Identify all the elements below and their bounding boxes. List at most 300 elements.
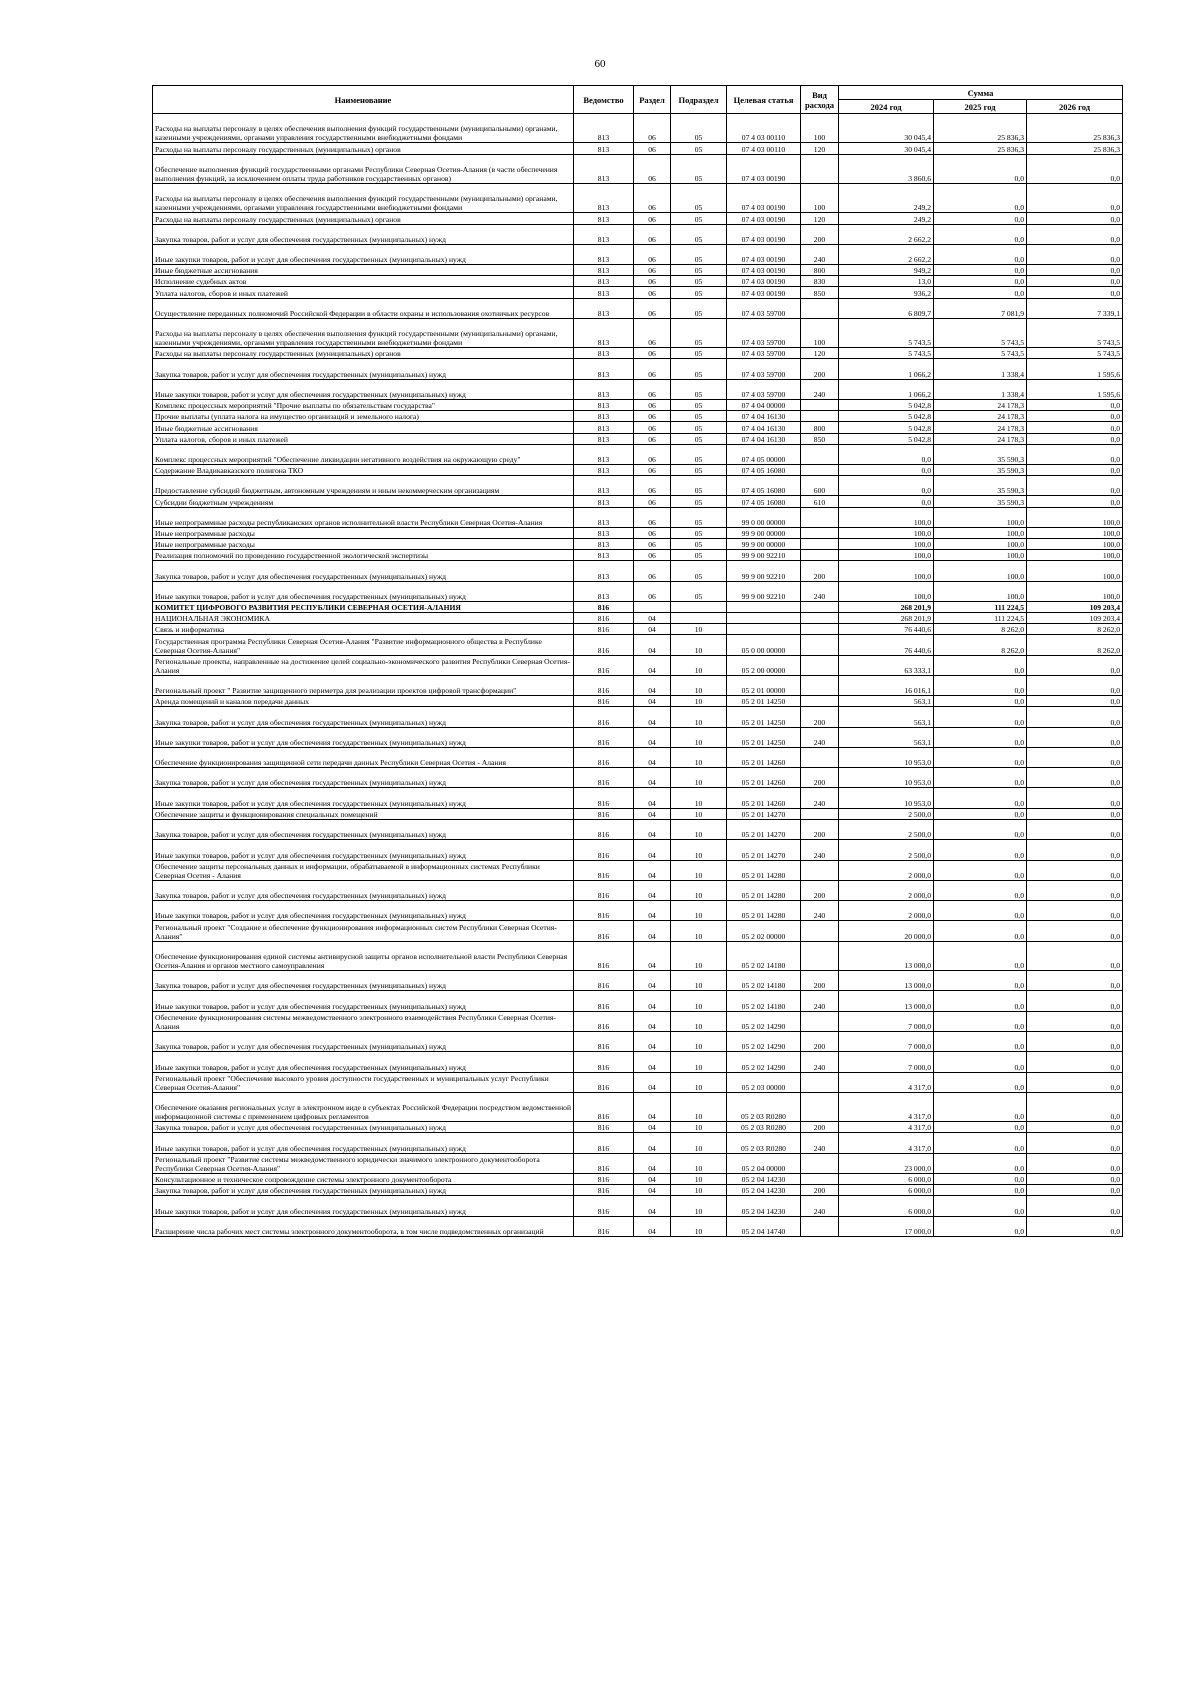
table-cell-sum-2026: 0,0 xyxy=(1027,433,1123,444)
table-cell-sum-2026: 0,0 xyxy=(1027,840,1123,860)
table-row xyxy=(153,747,1123,767)
table-cell-vedomstvo: 813 xyxy=(574,411,634,422)
table-cell-sum-2026: 100,0 xyxy=(1027,507,1123,527)
table-cell-vedomstvo: 813 xyxy=(574,444,634,464)
table-cell-name: Иные закупки товаров, работ и услуг для обеспечения государственных (муниципальных) нужд xyxy=(153,1052,574,1072)
table-cell-sum-2026: 7 339,1 xyxy=(1027,298,1123,318)
table-cell-expense-type xyxy=(801,635,839,655)
table-cell-sum-2024: 2 662,2 xyxy=(839,224,934,244)
table-cell-target-article: 07 4 03 00190 xyxy=(727,154,801,183)
table-cell-sum-2025: 111 224,5 xyxy=(934,612,1027,623)
table-cell-vedomstvo: 816 xyxy=(574,768,634,788)
table-cell-name: Иные закупки товаров, работ и услуг для обеспечения государственных (муниципальных) нужд xyxy=(153,727,574,747)
header-podrazdel: Подраздел xyxy=(671,86,727,114)
table-cell-target-article: 05 2 01 14260 xyxy=(727,788,801,808)
table-cell-target-article: 05 2 02 14180 xyxy=(727,991,801,1011)
table-cell-expense-type: 240 xyxy=(801,244,839,264)
table-cell-sum-2024: 3 860,6 xyxy=(839,154,934,183)
table-cell-podrazdel: 10 xyxy=(671,635,727,655)
table-cell-razdel: 04 xyxy=(634,655,671,675)
table-cell-sum-2025: 0,0 xyxy=(934,901,1027,921)
table-cell-sum-2024: 2 000,0 xyxy=(839,860,934,880)
table-row xyxy=(153,400,1123,411)
table-cell-razdel: 04 xyxy=(634,624,671,635)
table-cell-podrazdel: 10 xyxy=(671,880,727,900)
table-cell-sum-2026: 0,0 xyxy=(1027,707,1123,727)
table-cell-sum-2025: 100,0 xyxy=(934,550,1027,561)
table-row xyxy=(153,1216,1123,1236)
table-cell-target-article: 05 2 04 00000 xyxy=(727,1153,801,1173)
table-cell-razdel: 06 xyxy=(634,444,671,464)
table-row xyxy=(153,675,1123,695)
table-cell-razdel: 04 xyxy=(634,819,671,839)
table-cell-target-article: 07 4 04 00000 xyxy=(727,400,801,411)
table-row xyxy=(153,507,1123,527)
table-cell-target-article: 05 2 02 14180 xyxy=(727,941,801,970)
table-cell-sum-2026: 0,0 xyxy=(1027,880,1123,900)
table-cell-name: Иные непрограммные расходы xyxy=(153,538,574,549)
table-cell-vedomstvo: 816 xyxy=(574,1092,634,1121)
table-cell-sum-2026: 5 743,5 xyxy=(1027,348,1123,359)
table-cell-sum-2025: 35 590,3 xyxy=(934,496,1027,507)
table-row xyxy=(153,1052,1123,1072)
table-cell-razdel: 04 xyxy=(634,707,671,727)
table-cell-expense-type xyxy=(801,1153,839,1173)
table-row xyxy=(153,1122,1123,1133)
table-row xyxy=(153,901,1123,921)
table-cell-expense-type xyxy=(801,808,839,819)
table-cell-sum-2025: 0,0 xyxy=(934,244,1027,264)
header-name: Наименование xyxy=(153,86,574,114)
table-row xyxy=(153,276,1123,287)
table-cell-name: Исполнение судебных актов xyxy=(153,276,574,287)
table-cell-expense-type: 200 xyxy=(801,561,839,581)
table-cell-expense-type: 200 xyxy=(801,971,839,991)
table-cell-razdel: 06 xyxy=(634,561,671,581)
table-cell-sum-2024: 268 201,9 xyxy=(839,601,934,612)
table-cell-target-article: 99 9 00 92210 xyxy=(727,581,801,601)
table-cell-sum-2024: 5 042,8 xyxy=(839,400,934,411)
header-sum: Сумма xyxy=(839,86,1123,100)
table-cell-sum-2024: 30 045,4 xyxy=(839,143,934,154)
table-cell-podrazdel: 05 xyxy=(671,143,727,154)
table-cell-sum-2026: 0,0 xyxy=(1027,444,1123,464)
table-cell-sum-2024: 10 953,0 xyxy=(839,747,934,767)
table-cell-name: Иные закупки товаров, работ и услуг для обеспечения государственных (муниципальных) нужд xyxy=(153,788,574,808)
table-cell-target-article: 05 2 01 14260 xyxy=(727,768,801,788)
table-cell-sum-2024: 563,1 xyxy=(839,696,934,707)
table-cell-name: Расходы на выплаты персоналу в целях обеспечения выполнения функций государственными (муниципальными) органами, казенными учреждениями, органами управления государственными внебюджетными фондами xyxy=(153,114,574,143)
table-cell-target-article: 07 4 05 16080 xyxy=(727,476,801,496)
table-cell-podrazdel: 10 xyxy=(671,901,727,921)
table-cell-sum-2024: 7 000,0 xyxy=(839,1032,934,1052)
table-cell-sum-2024: 5 042,8 xyxy=(839,411,934,422)
table-cell-razdel: 06 xyxy=(634,244,671,264)
table-cell-target-article: 07 4 03 00110 xyxy=(727,114,801,143)
table-cell-sum-2026: 1 595,6 xyxy=(1027,379,1123,399)
table-cell-sum-2026: 100,0 xyxy=(1027,550,1123,561)
table-cell-target-article: 99 9 00 92210 xyxy=(727,561,801,581)
table-cell-sum-2026: 0,0 xyxy=(1027,971,1123,991)
table-cell-podrazdel: 10 xyxy=(671,1216,727,1236)
table-cell-podrazdel: 05 xyxy=(671,265,727,276)
table-cell-name: Обеспечение оказания региональных услуг в электронном виде в субъектах Российской Федерации посредством ведомственной информационной системы с применением цифровых регламентов xyxy=(153,1092,574,1121)
table-cell-expense-type: 850 xyxy=(801,287,839,298)
table-cell-sum-2026: 0,0 xyxy=(1027,696,1123,707)
table-cell-razdel: 04 xyxy=(634,971,671,991)
table-cell-podrazdel: 10 xyxy=(671,1092,727,1121)
table-cell-podrazdel: 05 xyxy=(671,561,727,581)
table-cell-target-article: 07 4 03 00190 xyxy=(727,184,801,213)
table-row xyxy=(153,184,1123,213)
table-cell-podrazdel: 05 xyxy=(671,476,727,496)
table-cell-sum-2026: 100,0 xyxy=(1027,561,1123,581)
table-cell-sum-2026: 0,0 xyxy=(1027,768,1123,788)
table-cell-vedomstvo: 813 xyxy=(574,244,634,264)
table-cell-sum-2025: 0,0 xyxy=(934,808,1027,819)
table-cell-razdel: 06 xyxy=(634,143,671,154)
table-cell-name: Обеспечение функционирования системы межведомственного электронного взаимодействия Республики Северная Осетия-Алания xyxy=(153,1011,574,1031)
table-cell-podrazdel: 10 xyxy=(671,941,727,970)
table-cell-podrazdel: 10 xyxy=(671,655,727,675)
table-cell-razdel: 04 xyxy=(634,880,671,900)
table-cell-podrazdel: 10 xyxy=(671,696,727,707)
table-cell-razdel: 06 xyxy=(634,400,671,411)
table-cell-sum-2024: 6 000,0 xyxy=(839,1185,934,1196)
table-cell-sum-2026: 0,0 xyxy=(1027,1011,1123,1031)
table-cell-sum-2025: 0,0 xyxy=(934,276,1027,287)
table-cell-name: Закупка товаров, работ и услуг для обеспечения государственных (муниципальных) нужд xyxy=(153,819,574,839)
table-cell-razdel: 04 xyxy=(634,901,671,921)
table-cell-name: Иные закупки товаров, работ и услуг для обеспечения государственных (муниципальных) нужд xyxy=(153,1133,574,1153)
table-cell-razdel: 06 xyxy=(634,507,671,527)
table-cell-expense-type: 240 xyxy=(801,727,839,747)
table-cell-name: Расходы на выплаты персоналу государственных (муниципальных) органов xyxy=(153,348,574,359)
table-cell-vedomstvo: 813 xyxy=(574,276,634,287)
table-cell-target-article: 07 4 04 16130 xyxy=(727,411,801,422)
table-cell-expense-type: 240 xyxy=(801,1052,839,1072)
table-cell-sum-2025: 8 262,0 xyxy=(934,635,1027,655)
table-cell-sum-2026: 0,0 xyxy=(1027,1032,1123,1052)
table-cell-sum-2025: 24 178,3 xyxy=(934,422,1027,433)
table-cell-expense-type xyxy=(801,624,839,635)
table-cell-expense-type: 830 xyxy=(801,276,839,287)
table-cell-target-article: 05 2 00 00000 xyxy=(727,655,801,675)
table-cell-expense-type xyxy=(801,444,839,464)
table-cell-expense-type xyxy=(801,1011,839,1031)
table-cell-expense-type: 240 xyxy=(801,991,839,1011)
table-cell-sum-2024: 76 440,6 xyxy=(839,635,934,655)
table-cell-sum-2025: 0,0 xyxy=(934,1072,1027,1092)
table-cell-name: Консультационное и техническое сопровождение системы электронного документооборота xyxy=(153,1174,574,1185)
table-cell-sum-2024: 100,0 xyxy=(839,550,934,561)
table-cell-sum-2025: 0,0 xyxy=(934,921,1027,941)
table-cell-razdel: 06 xyxy=(634,464,671,475)
table-cell-name: Иные бюджетные ассигнования xyxy=(153,265,574,276)
table-cell-podrazdel: 05 xyxy=(671,224,727,244)
table-cell-sum-2026: 0,0 xyxy=(1027,184,1123,213)
table-cell-target-article: 05 2 02 14290 xyxy=(727,1011,801,1031)
table-cell-sum-2026: 0,0 xyxy=(1027,819,1123,839)
table-cell-name: Обеспечение защиты персональных данных и информации, обрабатываемой в информационных системах Республики Северная Осетия - Алания xyxy=(153,860,574,880)
table-cell-razdel: 06 xyxy=(634,411,671,422)
table-cell-expense-type: 240 xyxy=(801,901,839,921)
table-cell-sum-2024: 10 953,0 xyxy=(839,768,934,788)
table-cell-vedomstvo: 816 xyxy=(574,819,634,839)
table-cell-target-article: 07 4 03 00190 xyxy=(727,265,801,276)
table-cell-razdel: 04 xyxy=(634,1133,671,1153)
table-cell-name: Расширение числа рабочих мест системы электронного документооборота, в том числе подведомственных организаций xyxy=(153,1216,574,1236)
table-cell-podrazdel: 10 xyxy=(671,1133,727,1153)
table-cell-sum-2025: 35 590,3 xyxy=(934,476,1027,496)
table-row xyxy=(153,1133,1123,1153)
table-cell-sum-2024: 0,0 xyxy=(839,496,934,507)
table-cell-sum-2024: 1 066,2 xyxy=(839,359,934,379)
table-cell-sum-2025: 0,0 xyxy=(934,747,1027,767)
table-cell-expense-type: 200 xyxy=(801,1122,839,1133)
table-cell-expense-type: 240 xyxy=(801,1133,839,1153)
table-cell-podrazdel: 05 xyxy=(671,433,727,444)
table-cell-expense-type xyxy=(801,298,839,318)
table-cell-vedomstvo: 816 xyxy=(574,901,634,921)
table-row xyxy=(153,561,1123,581)
table-cell-name: Иные закупки товаров, работ и услуг для обеспечения государственных (муниципальных) нужд xyxy=(153,901,574,921)
table-cell-razdel: 06 xyxy=(634,527,671,538)
table-cell-sum-2024: 10 953,0 xyxy=(839,788,934,808)
table-cell-name: Закупка товаров, работ и услуг для обеспечения государственных (муниципальных) нужд xyxy=(153,224,574,244)
table-cell-target-article: 07 4 03 59700 xyxy=(727,359,801,379)
table-cell-name: Закупка товаров, работ и услуг для обеспечения государственных (муниципальных) нужд xyxy=(153,1032,574,1052)
table-cell-sum-2026: 0,0 xyxy=(1027,1122,1123,1133)
table-cell-vedomstvo: 816 xyxy=(574,860,634,880)
table-cell-target-article: 05 2 04 14230 xyxy=(727,1196,801,1216)
table-cell-sum-2025: 0,0 xyxy=(934,1185,1027,1196)
table-cell-sum-2026: 0,0 xyxy=(1027,400,1123,411)
table-cell-podrazdel: 10 xyxy=(671,1122,727,1133)
table-cell-podrazdel: 05 xyxy=(671,464,727,475)
table-row xyxy=(153,114,1123,143)
table-row xyxy=(153,265,1123,276)
table-cell-sum-2024: 7 000,0 xyxy=(839,1011,934,1031)
table-cell-razdel: 06 xyxy=(634,433,671,444)
table-cell-expense-type: 800 xyxy=(801,422,839,433)
table-cell-target-article: 99 9 00 92210 xyxy=(727,550,801,561)
table-row xyxy=(153,527,1123,538)
table-cell-sum-2025: 35 590,3 xyxy=(934,464,1027,475)
table-cell-vedomstvo: 816 xyxy=(574,675,634,695)
table-row xyxy=(153,433,1123,444)
table-cell-sum-2026: 8 262,0 xyxy=(1027,624,1123,635)
table-cell-sum-2024: 5 743,5 xyxy=(839,318,934,347)
table-cell-podrazdel: 05 xyxy=(671,550,727,561)
table-cell-razdel: 06 xyxy=(634,213,671,224)
table-cell-vedomstvo: 813 xyxy=(574,114,634,143)
table-cell-razdel: 06 xyxy=(634,184,671,213)
table-cell-name: Комплекс процессных мероприятий "Обеспечение ликвидации негативного воздействия на окружающую среду" xyxy=(153,444,574,464)
table-cell-vedomstvo: 816 xyxy=(574,808,634,819)
table-cell-vedomstvo: 816 xyxy=(574,1216,634,1236)
budget-table xyxy=(152,85,1123,1237)
table-cell-name: Прочие выплаты (уплата налога на имущество организаций и земельного налога) xyxy=(153,411,574,422)
table-cell-sum-2026: 0,0 xyxy=(1027,747,1123,767)
table-cell-sum-2025: 0,0 xyxy=(934,1153,1027,1173)
table-cell-target-article: 07 4 05 00000 xyxy=(727,444,801,464)
table-cell-name: Иные непрограммные расходы республиканских органов исполнительной власти Республики Северная Осетия-Алания xyxy=(153,507,574,527)
table-row xyxy=(153,224,1123,244)
table-cell-podrazdel: 10 xyxy=(671,1153,727,1173)
table-cell-vedomstvo: 816 xyxy=(574,788,634,808)
table-cell-sum-2024: 0,0 xyxy=(839,476,934,496)
table-cell-name: Региональный проект " Развитие защищенного периметра для реализации проектов цифровой трансформации" xyxy=(153,675,574,695)
table-cell-razdel: 06 xyxy=(634,224,671,244)
table-cell-sum-2025: 0,0 xyxy=(934,880,1027,900)
table-cell-expense-type xyxy=(801,411,839,422)
table-cell-podrazdel: 10 xyxy=(671,1052,727,1072)
table-cell-razdel: 04 xyxy=(634,612,671,623)
table-row xyxy=(153,1011,1123,1031)
table-row xyxy=(153,880,1123,900)
table-cell-target-article: 05 2 01 14280 xyxy=(727,880,801,900)
table-cell-sum-2024: 268 201,9 xyxy=(839,612,934,623)
table-cell-sum-2025: 0,0 xyxy=(934,1133,1027,1153)
table-cell-target-article: 05 2 03 00000 xyxy=(727,1072,801,1092)
table-cell-vedomstvo: 813 xyxy=(574,581,634,601)
table-cell-name: Закупка товаров, работ и услуг для обеспечения государственных (муниципальных) нужд xyxy=(153,359,574,379)
table-row xyxy=(153,550,1123,561)
table-cell-name: Содержание Владикавказского полигона ТКО xyxy=(153,464,574,475)
table-cell-target-article: 07 4 05 16080 xyxy=(727,464,801,475)
table-cell-razdel: 06 xyxy=(634,496,671,507)
table-cell-expense-type: 200 xyxy=(801,707,839,727)
table-cell-expense-type: 120 xyxy=(801,348,839,359)
table-cell-vedomstvo: 813 xyxy=(574,464,634,475)
table-cell-expense-type xyxy=(801,400,839,411)
table-cell-sum-2024: 5 743,5 xyxy=(839,348,934,359)
table-row xyxy=(153,143,1123,154)
table-cell-sum-2026: 0,0 xyxy=(1027,1092,1123,1121)
table-cell-podrazdel: 05 xyxy=(671,244,727,264)
table-cell-sum-2026: 0,0 xyxy=(1027,1174,1123,1185)
table-cell-sum-2024: 4 317,0 xyxy=(839,1072,934,1092)
table-cell-sum-2025: 25 836,3 xyxy=(934,114,1027,143)
table-cell-sum-2024: 2 000,0 xyxy=(839,880,934,900)
table-cell-sum-2026: 0,0 xyxy=(1027,265,1123,276)
table-cell-name: Аренда помещений и каналов передачи данных xyxy=(153,696,574,707)
table-cell-sum-2024: 30 045,4 xyxy=(839,114,934,143)
table-cell-target-article: 07 4 03 59700 xyxy=(727,298,801,318)
budget-table-container xyxy=(152,85,1122,1237)
table-cell-razdel: 04 xyxy=(634,1011,671,1031)
table-cell-target-article xyxy=(727,601,801,612)
table-cell-sum-2025: 0,0 xyxy=(934,696,1027,707)
table-cell-expense-type: 200 xyxy=(801,224,839,244)
table-cell-expense-type xyxy=(801,747,839,767)
table-cell-sum-2024: 13 000,0 xyxy=(839,971,934,991)
table-cell-target-article: 07 4 03 00190 xyxy=(727,213,801,224)
table-cell-vedomstvo: 816 xyxy=(574,1185,634,1196)
table-cell-expense-type: 200 xyxy=(801,819,839,839)
table-cell-sum-2025: 0,0 xyxy=(934,1196,1027,1216)
table-cell-target-article: 07 4 03 00190 xyxy=(727,276,801,287)
table-cell-sum-2024: 6 000,0 xyxy=(839,1174,934,1185)
table-cell-target-article: 05 2 02 14290 xyxy=(727,1032,801,1052)
table-cell-sum-2024: 100,0 xyxy=(839,561,934,581)
table-row xyxy=(153,244,1123,264)
table-cell-expense-type xyxy=(801,655,839,675)
table-cell-sum-2025: 100,0 xyxy=(934,527,1027,538)
table-cell-podrazdel: 05 xyxy=(671,318,727,347)
table-cell-expense-type: 240 xyxy=(801,379,839,399)
table-cell-sum-2026: 0,0 xyxy=(1027,213,1123,224)
table-cell-vedomstvo: 813 xyxy=(574,476,634,496)
table-cell-podrazdel: 05 xyxy=(671,348,727,359)
table-cell-expense-type: 200 xyxy=(801,880,839,900)
table-cell-sum-2025: 0,0 xyxy=(934,707,1027,727)
table-cell-target-article: 07 4 03 59700 xyxy=(727,348,801,359)
table-cell-sum-2026: 0,0 xyxy=(1027,655,1123,675)
table-cell-sum-2025: 0,0 xyxy=(934,213,1027,224)
table-cell-sum-2026: 25 836,3 xyxy=(1027,143,1123,154)
table-row xyxy=(153,379,1123,399)
table-cell-vedomstvo: 813 xyxy=(574,359,634,379)
table-cell-podrazdel: 05 xyxy=(671,496,727,507)
table-cell-name: Уплата налогов, сборов и иных платежей xyxy=(153,287,574,298)
table-cell-expense-type xyxy=(801,612,839,623)
table-row xyxy=(153,298,1123,318)
table-cell-target-article: 07 4 03 59700 xyxy=(727,318,801,347)
table-cell-target-article: 05 2 04 14740 xyxy=(727,1216,801,1236)
table-cell-expense-type xyxy=(801,1072,839,1092)
table-cell-sum-2025: 0,0 xyxy=(934,727,1027,747)
table-cell-expense-type: 100 xyxy=(801,318,839,347)
table-cell-sum-2026: 0,0 xyxy=(1027,154,1123,183)
table-cell-target-article: 07 4 03 00190 xyxy=(727,287,801,298)
table-cell-name: Закупка товаров, работ и услуг для обеспечения государственных (муниципальных) нужд xyxy=(153,561,574,581)
table-cell-name: Региональный проект "Развитие системы межведомственного юридически значимого электронного документооборота Республики Северная Осетия-Алания" xyxy=(153,1153,574,1173)
table-row xyxy=(153,1092,1123,1121)
table-cell-vedomstvo: 813 xyxy=(574,213,634,224)
table-cell-name: Осуществление переданных полномочий Российской Федерации в области охраны и использования охотничьих ресурсов xyxy=(153,298,574,318)
table-cell-target-article xyxy=(727,624,801,635)
table-cell-sum-2024: 13 000,0 xyxy=(839,991,934,1011)
table-cell-target-article: 05 2 01 14270 xyxy=(727,808,801,819)
table-cell-sum-2026: 0,0 xyxy=(1027,287,1123,298)
table-cell-sum-2025: 100,0 xyxy=(934,507,1027,527)
table-cell-sum-2025: 35 590,3 xyxy=(934,444,1027,464)
table-cell-podrazdel: 10 xyxy=(671,1011,727,1031)
table-cell-name: Закупка товаров, работ и услуг для обеспечения государственных (муниципальных) нужд xyxy=(153,971,574,991)
table-cell-podrazdel: 10 xyxy=(671,747,727,767)
table-cell-sum-2025: 8 262,0 xyxy=(934,624,1027,635)
table-cell-razdel: 04 xyxy=(634,696,671,707)
table-cell-expense-type: 600 xyxy=(801,476,839,496)
table-row xyxy=(153,213,1123,224)
table-cell-razdel: 06 xyxy=(634,287,671,298)
table-cell-sum-2025: 0,0 xyxy=(934,265,1027,276)
table-row xyxy=(153,1185,1123,1196)
table-cell-vedomstvo: 813 xyxy=(574,422,634,433)
table-cell-name: Иные закупки товаров, работ и услуг для обеспечения государственных (муниципальных) нужд xyxy=(153,581,574,601)
table-cell-sum-2025: 24 178,3 xyxy=(934,411,1027,422)
table-cell-sum-2024: 4 317,0 xyxy=(839,1092,934,1121)
table-cell-razdel: 04 xyxy=(634,1052,671,1072)
table-cell-expense-type xyxy=(801,1174,839,1185)
table-cell-razdel: 06 xyxy=(634,359,671,379)
table-cell-name: Закупка товаров, работ и услуг для обеспечения государственных (муниципальных) нужд xyxy=(153,1185,574,1196)
table-cell-podrazdel: 10 xyxy=(671,768,727,788)
table-cell-sum-2025: 25 836,3 xyxy=(934,143,1027,154)
table-cell-vedomstvo: 816 xyxy=(574,1196,634,1216)
